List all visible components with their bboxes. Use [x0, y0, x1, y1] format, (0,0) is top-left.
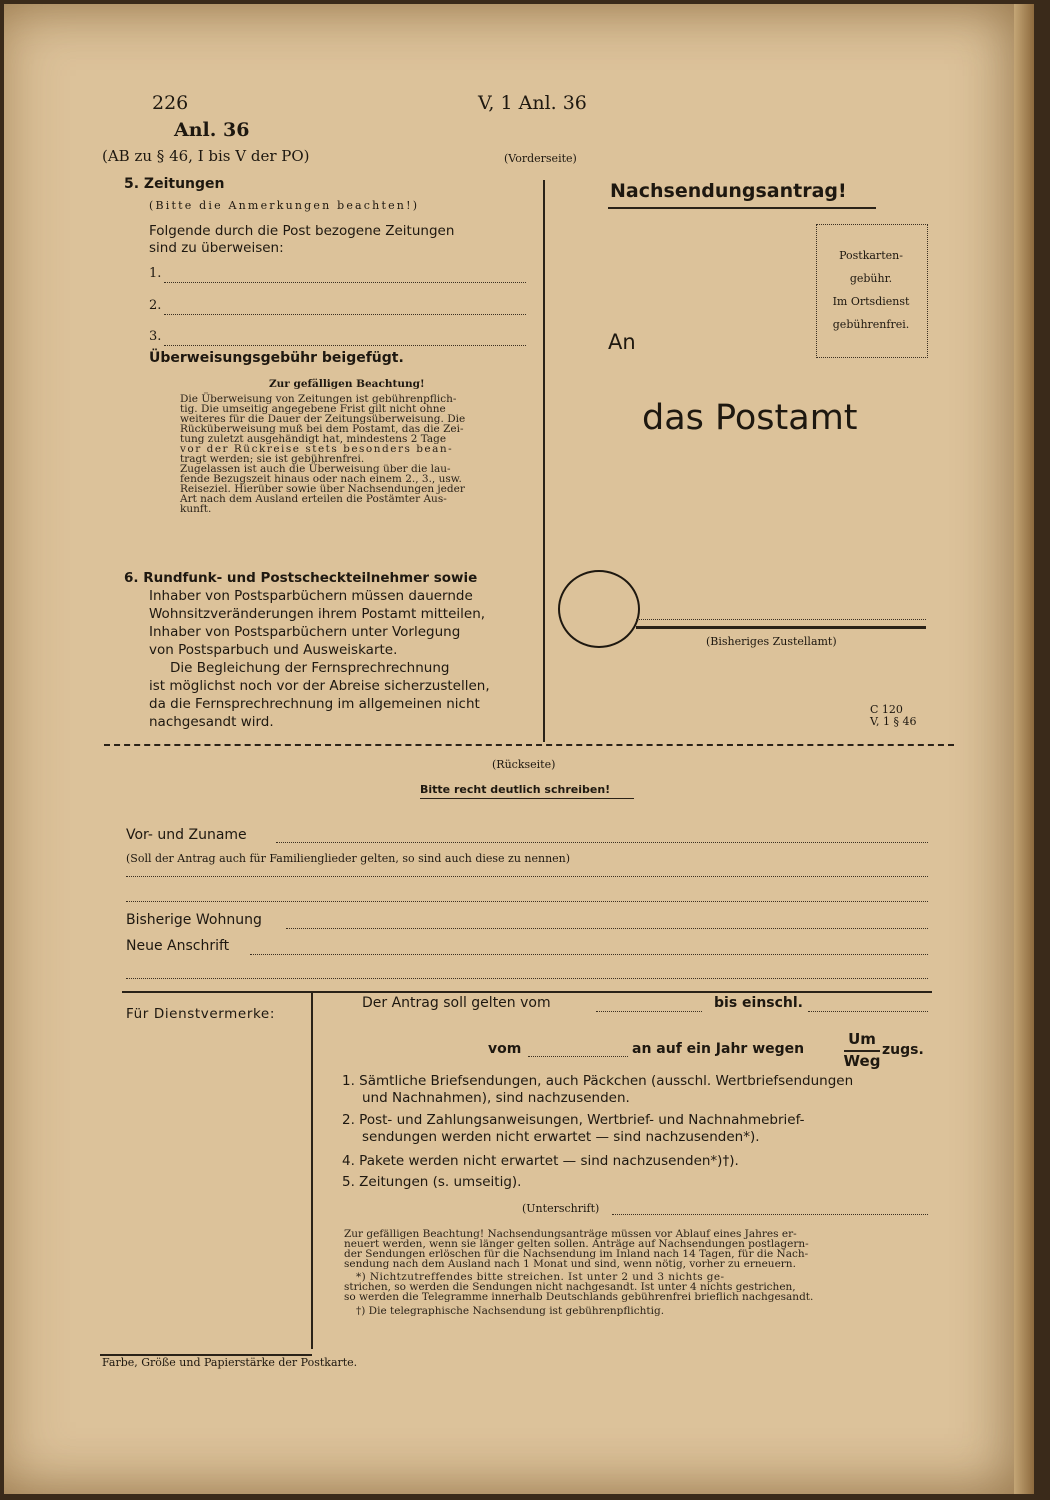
page-edge	[1014, 4, 1034, 1494]
list-item-1-cont: und Nachnahmen), sind nachzusenden.	[362, 1090, 630, 1106]
bottom-note-line: sendung nach dem Ausland nach 1 Monat und sind, wenn nötig, vorher zu erneuern.	[344, 1258, 796, 1270]
list-item-4: 4. Pakete werden nicht erwartet — sind nachzusenden*)†).	[342, 1153, 739, 1169]
note-line: tig. Die umseitig angegebene Frist gilt nicht ohne	[180, 403, 446, 415]
form-code-1: C 120	[870, 703, 903, 716]
footer-note: Farbe, Größe und Papierstärke der Postkarte.	[102, 1356, 358, 1369]
bottom-note-line: der Sendungen erlöschen für die Nachsendung im Inland nach 14 Tagen, für die Nach-	[344, 1248, 809, 1260]
section-5-subtitle: (Bitte die Anmerkungen beachten!)	[149, 199, 420, 212]
section-6-title: 6. Rundfunk- und Postscheckteilnehmer sowie	[124, 570, 478, 586]
note-line: vor der Rückreise stets besonders bean-	[180, 443, 454, 455]
vom-label: vom	[488, 1041, 522, 1057]
write-clearly-note: Bitte recht deutlich schreiben!	[420, 783, 611, 796]
one-year-label: an auf ein Jahr wegen	[632, 1041, 805, 1057]
zugs-label: zugs.	[882, 1042, 924, 1058]
previous-office-label: (Bisheriges Zustellamt)	[706, 635, 837, 648]
name-label: Vor- und Zuname	[126, 827, 247, 843]
item-1-label: 1.	[149, 266, 162, 281]
postmark-circle	[558, 570, 640, 648]
fraction-top: Um	[848, 1030, 876, 1048]
new-address-label: Neue Anschrift	[126, 938, 230, 954]
signature-field[interactable]	[612, 1214, 928, 1215]
stamp-text-line: gebührenfrei.	[832, 318, 910, 331]
list-item-2: 2. Post- und Zahlungsanweisungen, Wertbrief- und Nachnahmebrief-	[342, 1112, 805, 1128]
form-code-2: V, 1 § 46	[870, 715, 917, 728]
bottom-note-line: *) Nichtzutreffendes bitte streichen. Ist unter 2 und 3 nichts ge-	[356, 1271, 725, 1283]
section-6-line: Inhaber von Postsparbüchern müssen dauernde	[149, 588, 473, 604]
section-6-line: Inhaber von Postsparbüchern unter Vorlegung	[149, 624, 461, 640]
section-6-line: von Postsparbuch und Ausweiskarte.	[149, 642, 398, 658]
section-6-line: ist möglichst noch vor der Abreise sicherzustellen,	[149, 678, 490, 694]
note-title: Zur gefälligen Beachtung!	[269, 378, 425, 390]
form-title-underline	[608, 207, 876, 209]
back-side-label: (Rückseite)	[492, 758, 556, 771]
document-page	[4, 4, 1034, 1494]
bottom-note-line: neuert werden, wenn sie länger gelten sollen. Anträge auf Nachsendungen postlagern-	[344, 1238, 809, 1250]
previous-address-field[interactable]	[286, 928, 928, 929]
note-line: Art nach dem Ausland erteilen die Postämter Aus-	[180, 493, 447, 505]
service-box-divider	[311, 991, 313, 1349]
section-5-line-2: sind zu überweisen:	[149, 240, 284, 256]
previous-office-dotted-line[interactable]	[636, 619, 926, 620]
form-title: Nachsendungsantrag!	[610, 180, 847, 202]
valid-until-field[interactable]	[808, 1011, 928, 1012]
stamp-text-line: Im Ortsdienst	[832, 295, 910, 308]
previous-office-line	[636, 626, 926, 629]
note-line: Rücküberweisung muß bei dem Postamt, das die Zei-	[180, 423, 464, 435]
valid-from-field[interactable]	[596, 1011, 702, 1012]
note-line: Die Überweisung von Zeitungen ist gebührenpflich-	[180, 393, 457, 405]
section-6-line: nachgesandt wird.	[149, 714, 274, 730]
note-line: weiteres für die Dauer der Zeitungsüberweisung. Die	[180, 413, 466, 425]
note-line: fende Bezugszeit hinaus oder nach einem 2., 3., usw.	[180, 473, 462, 485]
section-6-line: da die Fernsprechrechnung im allgemeinen nicht	[149, 696, 480, 712]
item-3-field[interactable]	[164, 345, 526, 346]
item-2-label: 2.	[149, 298, 162, 313]
fraction-bottom: Weg	[843, 1052, 881, 1070]
write-clearly-underline	[420, 798, 634, 799]
note-line: Reiseziel. Hierüber sowie über Nachsendungen jeder	[180, 483, 465, 495]
item-2-field[interactable]	[164, 314, 526, 315]
service-box-top	[122, 991, 932, 993]
stamp-text-line: gebühr.	[849, 272, 893, 285]
bottom-note-line: †) Die telegraphische Nachsendung ist gebührenpflichtig.	[356, 1305, 665, 1317]
section-6-line: Wohnsitzveränderungen ihrem Postamt mitteilen,	[149, 606, 486, 622]
note-line: Zugelassen ist auch die Überweisung über die lau-	[180, 463, 451, 475]
cut-line	[104, 744, 954, 746]
item-1-field[interactable]	[164, 282, 526, 283]
page-number: 226	[152, 92, 189, 114]
name-field[interactable]	[276, 842, 928, 843]
section-5-line-1: Folgende durch die Post bezogene Zeitungen	[149, 223, 455, 239]
item-3-label: 3.	[149, 329, 162, 344]
bottom-note-line: strichen, so werden die Sendungen nicht nachgesandt. Ist unter 4 nichts gestrichen,	[344, 1281, 796, 1293]
list-item-1: 1. Sämtliche Briefsendungen, auch Päckchen (ausschl. Wertbriefsendungen	[342, 1073, 854, 1089]
service-notes-label: Für Dienstvermerke:	[126, 1006, 275, 1022]
section-5-title: 5. Zeitungen	[124, 176, 225, 192]
one-year-from-field[interactable]	[528, 1056, 628, 1057]
postage-stamp-box	[816, 224, 928, 358]
name-field-extra[interactable]	[126, 876, 928, 877]
ab-reference: (AB zu § 46, I bis V der PO)	[102, 147, 310, 165]
section-6-line: Die Begleichung der Fernsprechrechnung	[170, 660, 450, 676]
previous-address-label: Bisherige Wohnung	[126, 912, 262, 928]
running-title: V, 1 Anl. 36	[478, 92, 587, 114]
address-postamt: das Postamt	[642, 398, 858, 438]
fee-enclosed-line: Überweisungsgebühr beigefügt.	[149, 350, 404, 366]
anl-title: Anl. 36	[174, 119, 250, 141]
note-line: kunft.	[180, 503, 212, 515]
new-address-field[interactable]	[250, 954, 928, 955]
list-item-5: 5. Zeitungen (s. umseitig).	[342, 1174, 522, 1190]
note-line: tragt werden; sie ist gebührenfrei.	[180, 453, 365, 465]
valid-until-label: bis einschl.	[714, 995, 804, 1011]
family-note: (Soll der Antrag auch für Familienglieder gelten, so sind auch diese zu nennen)	[126, 852, 571, 865]
bottom-note-line: so werden die Telegramme innerhalb Deutschlands gebührenfrei brieflich nachgesandt.	[344, 1291, 814, 1303]
front-side-label: (Vorderseite)	[504, 152, 577, 165]
signature-label: (Unterschrift)	[522, 1202, 600, 1215]
stamp-text-line: Postkarten-	[839, 249, 903, 262]
note-line: tung zuletzt ausgehändigt hat, mindestens 2 Tage	[180, 433, 447, 445]
address-an: An	[608, 330, 636, 354]
valid-from-label: Der Antrag soll gelten vom	[362, 995, 551, 1011]
list-item-2-cont: sendungen werden nicht erwartet — sind nachzusenden*).	[362, 1129, 760, 1145]
name-field-extra[interactable]	[126, 901, 928, 902]
bottom-note-line: Zur gefälligen Beachtung! Nachsendungsanträge müssen vor Ablauf eines Jahres er-	[344, 1228, 797, 1240]
front-divider	[543, 180, 545, 742]
new-address-field-extra[interactable]	[126, 978, 928, 979]
